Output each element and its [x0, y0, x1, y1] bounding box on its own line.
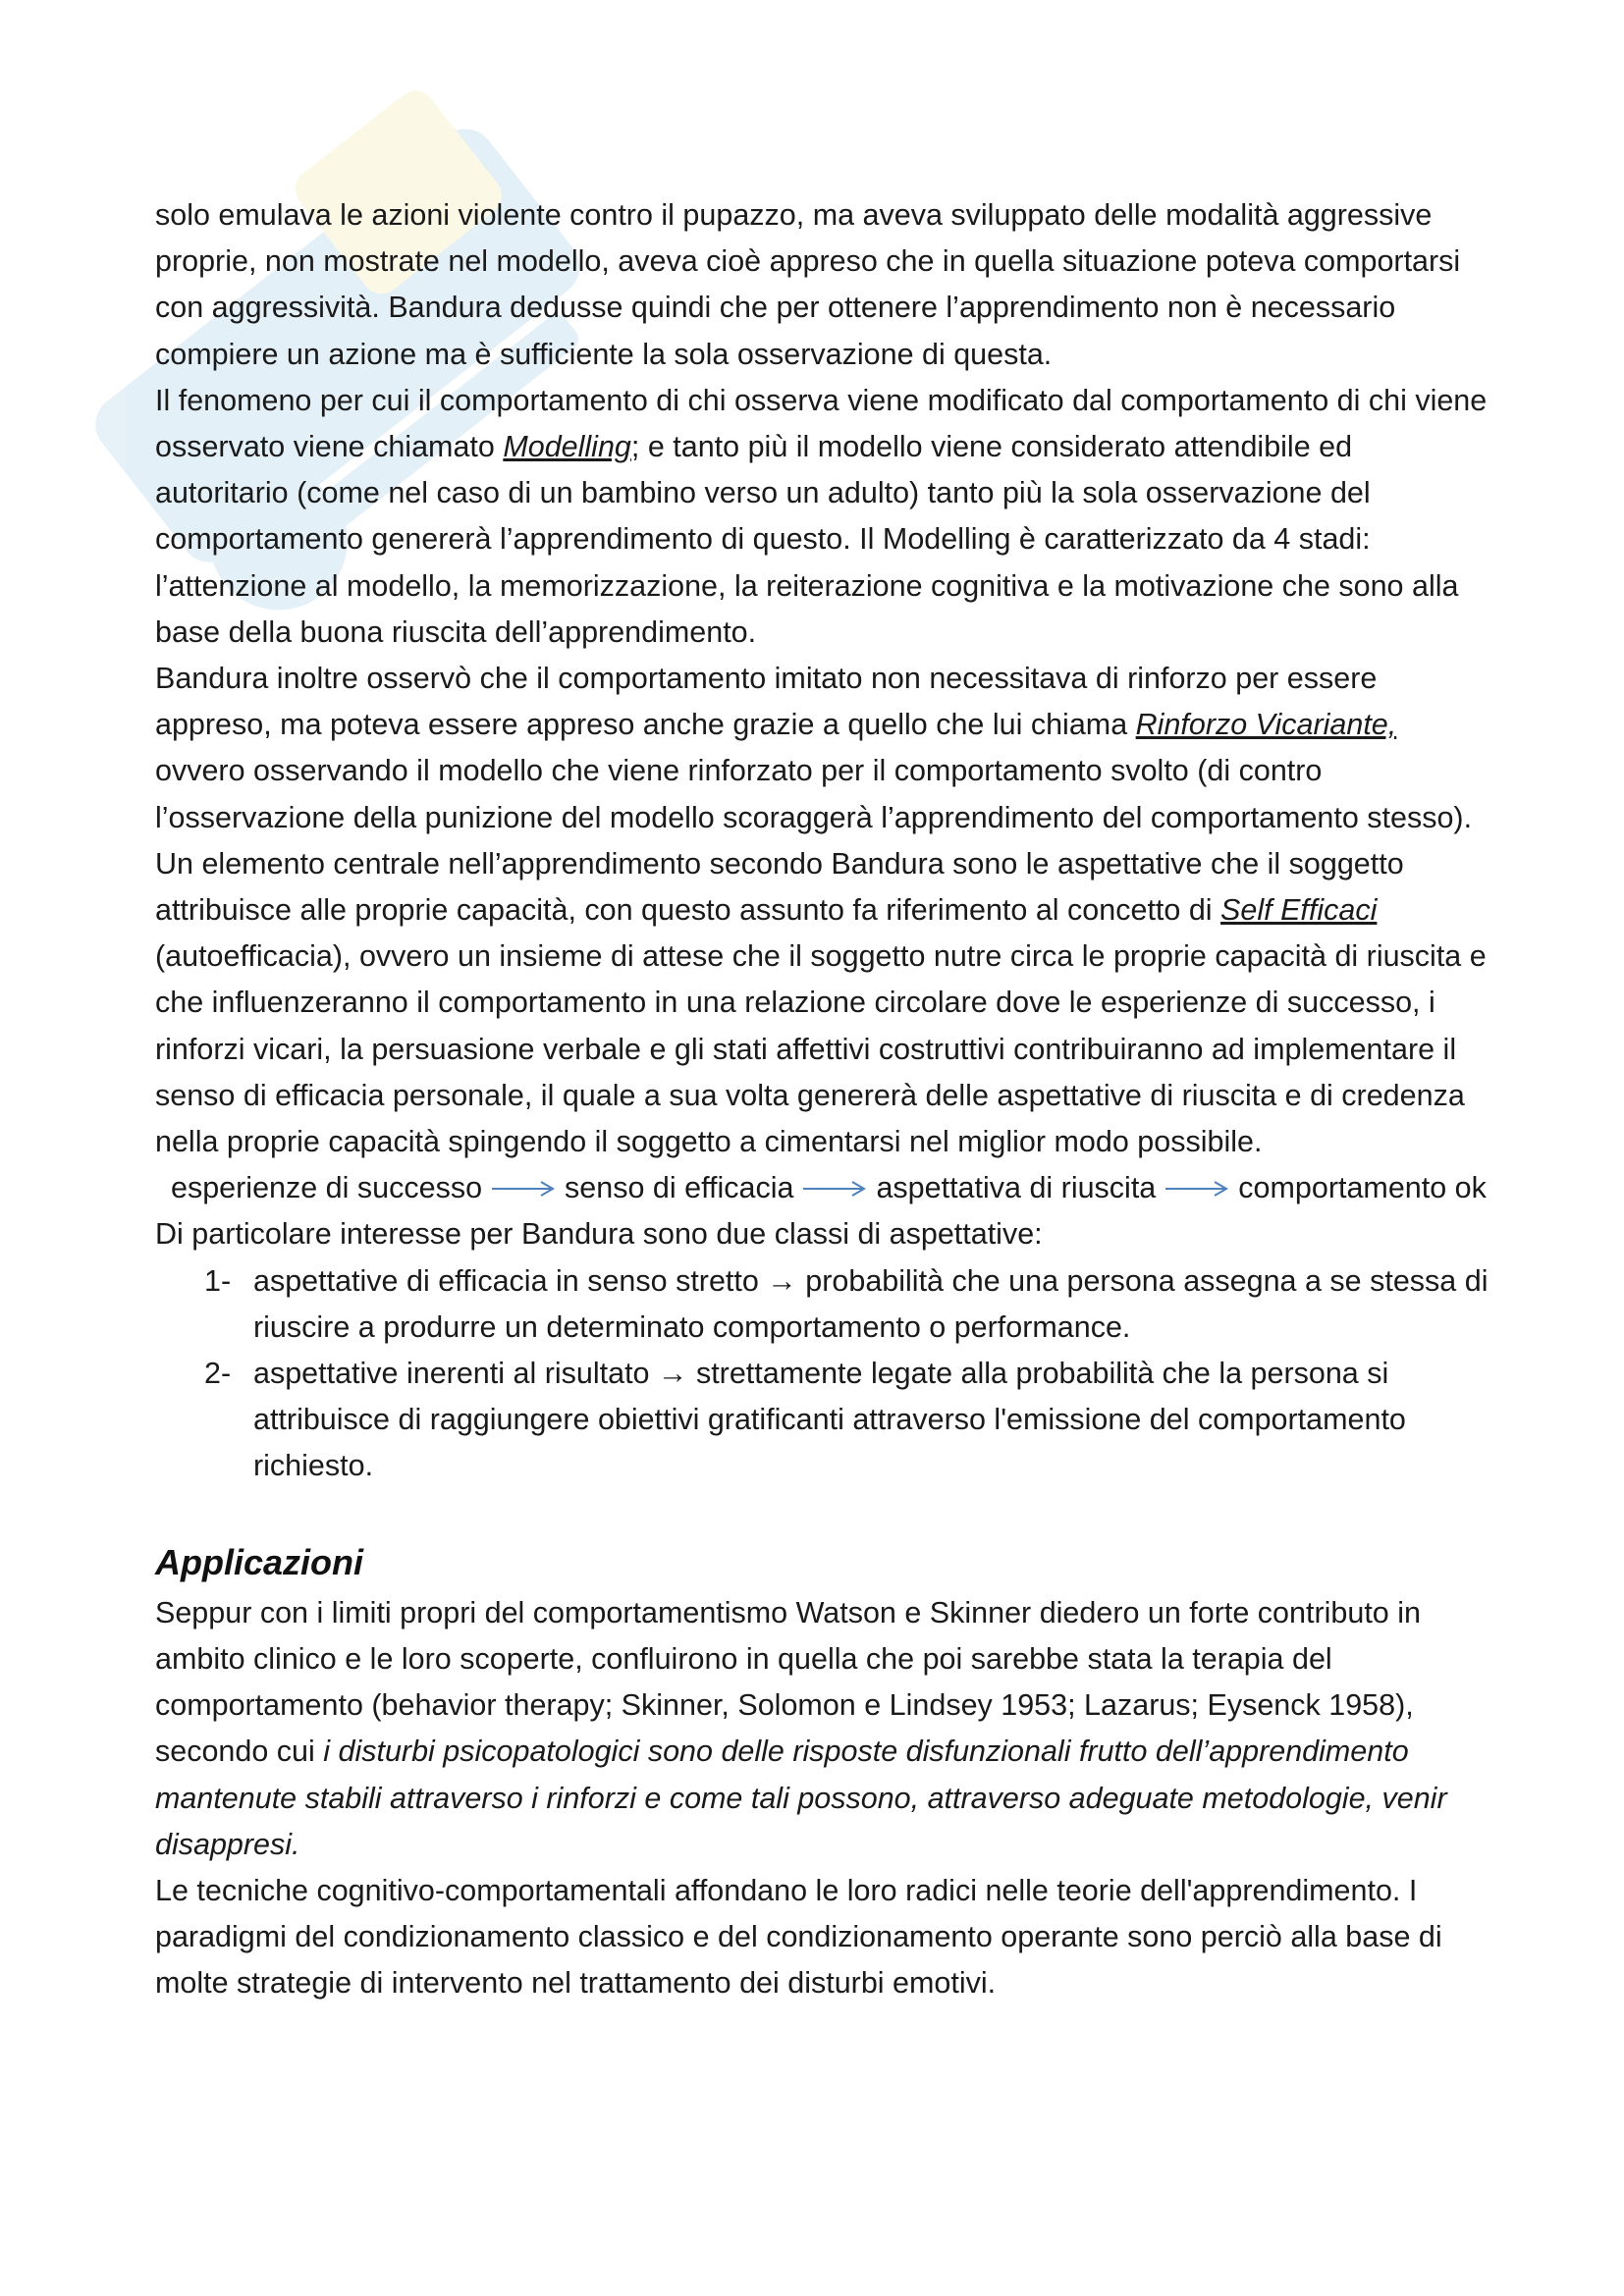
term-rinforzo-vicariante: Rinforzo Vicariante,: [1135, 708, 1397, 742]
arrow-right-icon: [801, 1179, 868, 1199]
flow-step: esperienze di successo: [171, 1171, 483, 1205]
paragraph-vicarious-reinforcement: Bandura inoltre osservò che il comportamento imitato non necessitava di rinforzo per essere appreso, ma poteva essere appreso anche grazie a quello che lui chiama Rinforzo Vicariante, ovvero osservando il modello che viene rinforzato per il comportamento svolto (di contro l’osservazione della punizione del modello scoraggerà l’apprendimento del comportamento stesso).: [155, 662, 1473, 834]
list-item: [155, 1351, 1490, 1490]
paragraph-modelling: Il fenomeno per cui il comportamento di chi osserva viene modificato dal comportamento di chi viene osservato viene chiamato Modelling; e tanto più il modello viene considerato attendibile ed autoritario (come nel caso di un bambino verso un adulto) tanto più la sola osservazione del comportamento genererà l’apprendimento di questo. Il Modelling è caratterizzato da 4 stadi: l’attenzione al modello, la memorizzazione, la reiterazione cognitiva e la motivazione che sono alla base della buona riuscita dell’apprendimento.: [155, 383, 1488, 649]
paragraph-imitation: solo emulava le azioni violente contro il pupazzo, ma aveva sviluppato delle modalità aggressive proprie, non mostrate nel modello, aveva cioè appreso che in quella situazione poteva comportarsi con aggressività. Bandura dedusse quindi che per ottenere l’apprendimento non è necessario compiere un azione ma è sufficiente la sola osservazione di questa.: [155, 198, 1461, 371]
expectation-list: [155, 1258, 1490, 1490]
section-heading-applicazioni: Applicazioni: [155, 1541, 364, 1582]
document-page: [155, 192, 1490, 2007]
list-number: 1-: [204, 1263, 232, 1298]
italic-definition: i disturbi psicopatologici sono delle risposte disfunzionali frutto dell’apprendimento mantenute stabili attraverso i rinforzi e come tali possono, attraverso adeguate metodologie, venir disappresi.: [155, 1735, 1447, 1861]
flow-step: senso di efficacia: [565, 1171, 794, 1205]
flow-step: comportamento ok: [1238, 1171, 1487, 1205]
list-text: aspettative inerenti al risultato → strettamente legate alla probabilità che la persona si attribuisce di raggiungere obiettivi gratificanti attraverso l'emissione del comportamento richiesto.: [253, 1357, 1406, 1483]
paragraph-self-efficacy: Un elemento centrale nell’apprendimento secondo Bandura sono le aspettative che il soggetto attribuisce alle proprie capacità, con questo assunto fa riferimento al concetto di Self Efficaci (autoefficacia), ovvero un insieme di attese che il soggetto nutre circa le proprie capacità di riuscita e che influenzeranno il comportamento in una relazione circolare dove le esperienze di successo, i rinforzi vicari, la persuasione verbale e gli stati affettivi costruttivi contribuiranno ad implementare il senso di efficacia personale, il quale a sua volta genererà delle aspettative di riuscita e di credenza nella proprie capacità spingendo il soggetto a cimentarsi nel miglior modo possibile.: [155, 846, 1487, 1159]
term-self-efficaci: Self Efficaci: [1220, 893, 1378, 928]
arrow-right-icon: [1164, 1179, 1230, 1199]
paragraph-cognitive-techniques: Le tecniche cognitivo-comportamentali affondano le loro radici nelle teorie dell'apprendimento. I paradigmi del condizionamento classico e del condizionamento operante sono perciò alla base di molte strategie di intervento nel trattamento dei disturbi emotivi.: [155, 1873, 1442, 2001]
arrow-right-icon: [490, 1179, 557, 1199]
list-text: aspettative di efficacia in senso stretto → probabilità che una persona assegna a se stessa di riuscire a produrre un determinato comportamento o performance.: [253, 1263, 1489, 1344]
list-number: 2-: [204, 1357, 232, 1391]
efficacy-flow-diagram: [171, 1165, 1490, 1211]
paragraph-expectation-classes: Di particolare interesse per Bandura sono due classi di aspettative:: [155, 1217, 1043, 1252]
list-item: [155, 1258, 1490, 1351]
flow-step: aspettativa di riuscita: [876, 1171, 1157, 1205]
paragraph-behavior-therapy: Seppur con i limiti propri del comportamentismo Watson e Skinner diedero un forte contributo in ambito clinico e le loro scoperte, confluirono in quella che poi sarebbe stata la terapia del comportamento (behavior therapy; Skinner, Solomon e Lindsey 1953; Lazarus; Eysenck 1958), secondo cui i disturbi psicopatologici sono delle risposte disfunzionali frutto dell’apprendimento mantenute stabili attraverso i rinforzi e come tali possono, attraverso adeguate metodologie, venir disappresi.: [155, 1595, 1447, 1861]
term-modelling: Modelling: [503, 430, 631, 464]
